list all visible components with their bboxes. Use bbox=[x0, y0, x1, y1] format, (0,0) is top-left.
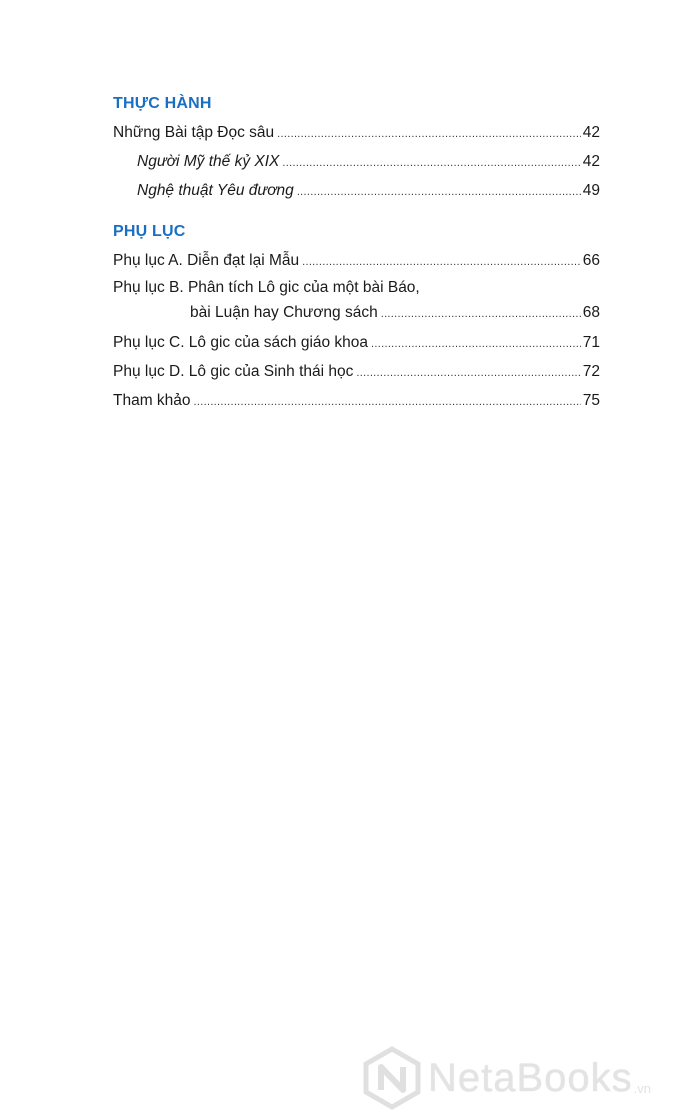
watermark-suffix: .vn bbox=[633, 1081, 652, 1096]
toc-entry bbox=[113, 246, 600, 275]
toc-entry-title: Phụ lục A. Diễn đạt lại Mẫu bbox=[113, 252, 300, 269]
toc-entry-title-line2: bài Luận hay Chương sách bbox=[190, 304, 378, 321]
toc-entry bbox=[113, 328, 600, 357]
toc-entry-page: 42 bbox=[582, 153, 600, 170]
toc-entry-page: 66 bbox=[582, 252, 600, 269]
toc-entry bbox=[113, 176, 600, 205]
toc-entry-title: Nghệ thuật Yêu đương bbox=[137, 182, 294, 199]
dot-leader bbox=[297, 178, 581, 207]
toc-entry-title: Người Mỹ thế kỷ XIX bbox=[137, 153, 280, 170]
watermark-brand: NetaBooks bbox=[428, 1055, 633, 1100]
toc-entry bbox=[113, 118, 600, 147]
toc-entry-page: 68 bbox=[582, 304, 600, 321]
toc-entry-page: 42 bbox=[582, 124, 600, 141]
table-of-contents bbox=[113, 90, 600, 415]
toc-entry-title: Phụ lục D. Lô gic của Sinh thái học bbox=[113, 363, 354, 380]
dot-leader bbox=[277, 120, 581, 149]
dot-leader bbox=[381, 301, 581, 327]
toc-entry bbox=[113, 147, 600, 176]
dot-leader bbox=[282, 149, 580, 178]
watermark bbox=[362, 1042, 651, 1114]
toc-entry bbox=[113, 357, 600, 386]
dot-leader bbox=[356, 359, 580, 388]
dot-leader bbox=[194, 388, 581, 417]
dot-leader bbox=[302, 248, 581, 277]
toc-entry-page: 71 bbox=[582, 334, 600, 351]
toc-entry-page: 75 bbox=[582, 392, 600, 409]
toc-entry-title: Phụ lục C. Lô gic của sách giáo khoa bbox=[113, 334, 369, 351]
toc-entry-page: 72 bbox=[582, 363, 600, 380]
dot-leader bbox=[371, 330, 581, 359]
toc-entry-title: Những Bài tập Đọc sâu bbox=[113, 124, 275, 141]
toc-entry-page: 49 bbox=[582, 182, 600, 199]
toc-entry-title: Tham khảo bbox=[113, 392, 191, 409]
section-heading-thuc-hanh: THỰC HÀNH bbox=[113, 95, 212, 112]
netabooks-logo-icon bbox=[362, 1046, 422, 1110]
toc-entry bbox=[113, 386, 600, 415]
section-heading-phu-luc: PHỤ LỤC bbox=[113, 223, 186, 240]
toc-entry-multiline bbox=[113, 275, 600, 326]
toc-entry-title-line1: Phụ lục B. Phân tích Lô gic của một bài Báo, bbox=[113, 279, 420, 296]
